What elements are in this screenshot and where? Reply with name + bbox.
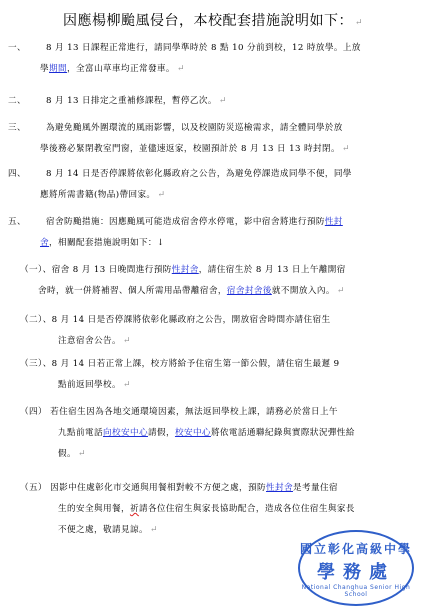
item-text: 8 月 13 日課程正常進行，請同學準時於 8 點 10 分前到校，12 時放學。上放 學期間，全富山草車均正常發車。 ↵: [40, 43, 361, 74]
subitem-number: （四）: [20, 407, 47, 417]
subitem-number: （一）、: [20, 265, 52, 275]
item-3: [8, 118, 418, 162]
item-number: 四、: [8, 169, 26, 179]
school-stamp: 國立彰化高級中學 學務處 National Changhua Senior High School: [298, 530, 414, 606]
item-text: 8 月 13 日排定之重補修課程，暫停乙次。 ↵: [46, 96, 227, 106]
item-number: 三、: [8, 123, 26, 133]
subitem-2: （二）、8 月 14 日是否停課將依彰化縣政府之公告，開放宿舍時間亦請住宿生 注意宿舍公告。 ↵: [20, 315, 331, 346]
item-text: 8 月 14 日是否停課將依彰化縣政府之公告，為避免停課造成同學不便，同學 應將所需書籍(物品)帶回家。 ↵: [40, 169, 352, 200]
subitem-5: （五） 因影中住處彰化市交通與用餐相對較不方便之處，預防性封舍是考量住宿 生的安全與用餐，祈請各位住宿生與家長協助配合，造成各位住宿生與家長 不便之處，敬請見諒。 ↵: [20, 483, 355, 535]
subitem-number: （三）: [20, 359, 43, 369]
subitem-number: （五）: [20, 483, 47, 493]
item-text: 為避免颱風外圍環流的風雨影響，以及校園防災巡檢需求，請全體同學於放 學後務必緊閉教室門窗，並儘速返家，校園預計於 8 月 13 日 13 時封閉。 ↵: [40, 123, 350, 154]
item-number: 二、: [8, 96, 26, 106]
item-number: 五、: [8, 217, 26, 227]
subitem-1: （一）、宿舍 8 月 13 日晚間進行預防性封舍，請住宿生於 8 月 13 日上午離開宿 舍時，就一併將補習、個人所需用品帶離宿舍，宿舍封舍後就不開放入內。 ↵: [20, 265, 346, 296]
document-title: 因應楊柳颱風侵台，本校配套措施說明如下： ↵: [62, 13, 364, 29]
item-1: [8, 38, 418, 82]
item-number: 一、: [8, 43, 26, 53]
item-text: 宿舍防颱措施：因應颱風可能造成宿舍停水停電，影中宿舍將進行預防性封 舍，相關配套措施說明如下：↓: [40, 217, 343, 248]
subitem-4: （四） 若住宿生因為各地交通環境因素，無法返回學校上課，請務必於當日上午 九點前電話向校安中心請假，校安中心將依電話通聯紀錄與實際狀況彈性給 假。 ↵: [20, 407, 355, 459]
subitem-number: （二）: [20, 315, 43, 325]
subitem-3: （三）、8 月 14 日若正常上課，校方將給予住宿生第一節公假，請住宿生最遲 9 點前返回學校。 ↵: [20, 359, 340, 390]
item-2: [8, 91, 418, 113]
item-5: [8, 212, 418, 256]
item-4: [8, 164, 418, 208]
